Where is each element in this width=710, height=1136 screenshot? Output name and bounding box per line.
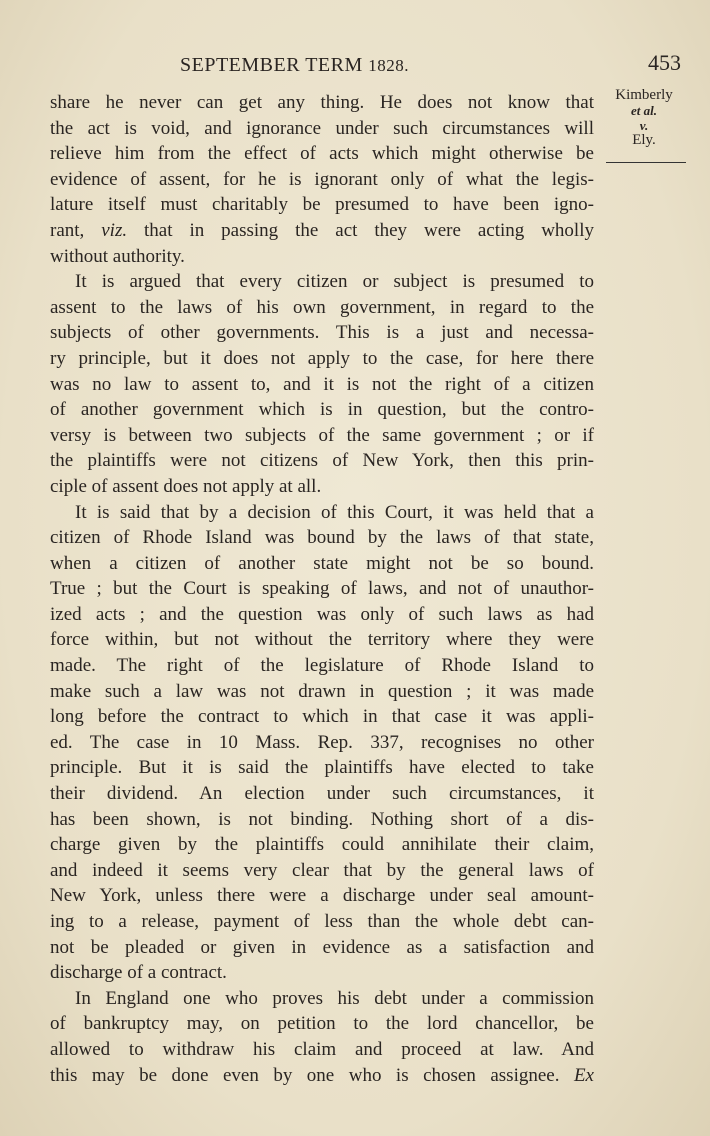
- text-line: [50, 295, 594, 321]
- text-line: [50, 602, 594, 628]
- text-segment: In England one who proves his debt under a commission: [75, 987, 594, 1009]
- text-line: [50, 627, 594, 653]
- text-segment: charge given by the plaintiffs could annihilate their claim,: [50, 834, 594, 856]
- text-segment: ed. The case in 10 Mass. Rep. 337, recognises no other: [50, 731, 594, 753]
- text-segment: ry principle, but it does not apply to the case, for here there: [50, 347, 594, 369]
- margin-rule: [606, 162, 686, 163]
- text-line: [50, 986, 594, 1012]
- text-segment: evidence of assent, for he is ignorant only of what the legis-: [50, 168, 594, 190]
- text-line: [50, 576, 594, 602]
- text-line: [50, 500, 594, 526]
- text-segment: long before the contract to which in that case it was appli-: [50, 706, 594, 728]
- text-line: [50, 141, 594, 167]
- text-segment: that in passing the act they were acting wholly: [127, 219, 594, 241]
- text-segment: not be pleaded or given in evidence as a satisfaction and: [50, 936, 594, 958]
- margin-note-et-al: et al.: [631, 103, 657, 118]
- margin-note-defendant: Ely.: [632, 132, 656, 148]
- text-line: [50, 1063, 594, 1089]
- text-line: [50, 372, 594, 398]
- text-line: [50, 909, 594, 935]
- text-line: [50, 1011, 594, 1037]
- text-segment: the plaintiffs were not citizens of New York, then this prin-: [50, 450, 594, 472]
- text-line: [50, 858, 594, 884]
- margin-case-note: [600, 88, 688, 148]
- text-line: [50, 90, 594, 116]
- text-segment: this may be done even by one who is chosen assignee.: [50, 1064, 574, 1086]
- text-segment: True ; but the Court is speaking of laws, and not of unauthor-: [50, 578, 594, 600]
- text-line: [50, 679, 594, 705]
- text-segment: of bankruptcy may, on petition to the lord chancellor, be: [50, 1013, 594, 1035]
- text-segment: New York, unless there were a discharge under seal amount-: [50, 885, 594, 907]
- text-segment: has been shown, is not binding. Nothing short of a dis-: [50, 808, 594, 830]
- text-line: [50, 525, 594, 551]
- text-line: [50, 755, 594, 781]
- text-segment: lature itself must charitably be presumed to have been igno-: [50, 194, 594, 216]
- text-segment: and indeed it seems very clear that by the general laws of: [50, 859, 594, 881]
- body-text: [50, 90, 594, 1088]
- text-line: [50, 423, 594, 449]
- text-segment: It is argued that every citizen or subject is presumed to: [75, 271, 594, 293]
- text-line: [50, 935, 594, 961]
- running-title-text: SEPTEMBER TERM: [180, 54, 363, 76]
- text-line: [50, 448, 594, 474]
- running-header: [0, 50, 710, 76]
- text-line: [50, 730, 594, 756]
- text-line: [50, 167, 594, 193]
- text-segment: ized acts ; and the question was only of such laws as had: [50, 603, 594, 625]
- text-segment: was no law to assent to, and it is not the right of a citizen: [50, 373, 594, 395]
- text-segment: versy is between two subjects of the same government ; or if: [50, 424, 594, 446]
- text-segment: allowed to withdraw his claim and proceed at law. And: [50, 1038, 594, 1060]
- text-segment: discharge of a contract.: [50, 962, 227, 984]
- text-segment: ciple of assent does not apply at all.: [50, 475, 322, 497]
- text-segment: rant,: [50, 219, 102, 241]
- text-line: [50, 320, 594, 346]
- text-line: [50, 244, 594, 270]
- margin-note-versus: v.: [639, 118, 649, 133]
- text-segment: force within, but not without the territory where they were: [50, 629, 594, 651]
- text-segment: make such a law was not drawn in question ; it was made: [50, 680, 594, 702]
- text-line: [50, 704, 594, 730]
- text-segment: share he never can get any thing. He does not know that: [50, 92, 594, 113]
- text-segment: made. The right of the legislature of Rhode Island to: [50, 655, 594, 677]
- margin-note-plaintiff: Kimberly: [615, 87, 673, 103]
- running-title-year: 1828.: [368, 56, 410, 75]
- running-title: [180, 54, 409, 77]
- text-line: [50, 883, 594, 909]
- text-line: [50, 269, 594, 295]
- text-line: [50, 397, 594, 423]
- text-segment: subjects of other governments. This is a just and necessa-: [50, 322, 594, 344]
- text-segment: the act is void, and ignorance under such circumstances will: [50, 117, 594, 139]
- text-line: [50, 551, 594, 577]
- text-line: [50, 346, 594, 372]
- page-number: 453: [648, 50, 681, 75]
- text-line: [50, 1037, 594, 1063]
- text-segment: their dividend. An election under such circumstances, it: [50, 783, 594, 805]
- text-line: [50, 807, 594, 833]
- text-segment: citizen of Rhode Island was bound by the laws of that state,: [50, 527, 594, 549]
- text-line: [50, 832, 594, 858]
- text-line: [50, 116, 594, 142]
- italic-text: viz.: [101, 219, 128, 241]
- text-line: [50, 960, 594, 986]
- text-line: [50, 192, 594, 218]
- text-line: [50, 781, 594, 807]
- text-line: [50, 474, 594, 500]
- text-segment: ing to a release, payment of less than the whole debt can-: [50, 911, 594, 932]
- text-segment: assent to the laws of his own government, in regard to the: [50, 296, 594, 318]
- text-segment: relieve him from the effect of acts which might otherwise be: [50, 143, 594, 165]
- text-segment: when a citizen of another state might not be so bound.: [50, 552, 594, 574]
- italic-text: Ex: [573, 1064, 594, 1086]
- text-segment: principle. But it is said the plaintiffs have elected to take: [50, 757, 594, 779]
- text-line: [50, 653, 594, 679]
- text-segment: of another government which is in question, but the contro-: [50, 399, 594, 421]
- text-segment: It is said that by a decision of this Court, it was held that a: [75, 501, 594, 523]
- text-line: [50, 218, 594, 244]
- text-segment: without authority.: [50, 245, 185, 267]
